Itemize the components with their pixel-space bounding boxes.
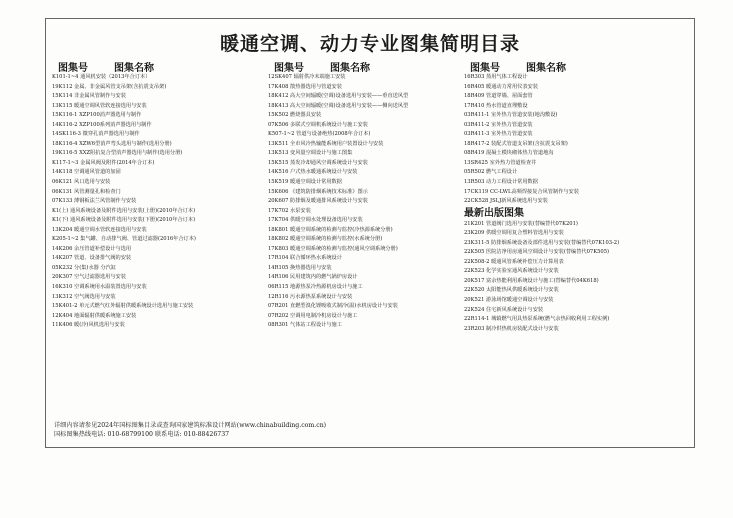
catalog-entry: 18K116-4 XZW6型消声弯头选用与制作(选用分册) bbox=[52, 140, 172, 147]
catalog-entry: 18R409 管道穿墙、屋面套管 bbox=[464, 93, 533, 100]
catalog-entry: 20K521 游泳场馆暖通空调设计与安装 bbox=[464, 297, 554, 304]
catalog-entry: 03R411-2 室外热力管道安装 bbox=[464, 121, 533, 128]
catalog-entry: 13K513 变风量空调设计与施工图集 bbox=[268, 150, 353, 157]
catalog-entry: 13R503 动力工程设计常用数据 bbox=[464, 179, 538, 186]
header-atlas-number: 图集号 bbox=[470, 63, 500, 74]
catalog-entry: 05K232 分(集)水器 分汽缸 bbox=[52, 264, 117, 271]
catalog-entry: 22K520 太阳能热风供暖系统设计与安装 bbox=[464, 287, 559, 294]
catalog-entry: 15K606 《建筑防排烟系统技术标准》图示 bbox=[268, 188, 368, 195]
catalog-entry: K507-1~2 管道与设备绝热(2008年合订本) bbox=[268, 131, 371, 138]
catalog-entry: 17R410 热水管道直埋敷设 bbox=[464, 102, 528, 109]
catalog-entry: 23K209 供暖空调用复合塑料管选用与安装 bbox=[464, 230, 564, 237]
catalog-entry: 11K406 暖(冷)风机选用与安装 bbox=[52, 322, 125, 329]
header-atlas-name: 图集名称 bbox=[114, 63, 154, 74]
catalog-entry: 23R203 制冷供热机房装配式设计与安装 bbox=[464, 325, 559, 332]
catalog-entry: 14R106 民用建筑内的燃气锅炉房设计 bbox=[268, 274, 358, 281]
catalog-entry: K117-1~3 金属风阀及附件(2014年合订本) bbox=[52, 159, 155, 166]
catalog-entry: 13K312 空气阀选用与安装 bbox=[52, 293, 116, 300]
catalog-entry: 13K115 暖通空调风管软连接选用与安装 bbox=[52, 102, 147, 109]
catalog-entry: 22R114-1 城镇燃气用具热泵系统(燃气余热回收利用工程实例) bbox=[464, 316, 610, 323]
catalog-column-1 bbox=[52, 59, 264, 331]
catalog-entry: 03R411-1 室外热力管道安装(地沟敷设) bbox=[464, 112, 558, 119]
catalog-entry: K1(上) 通风系统设备及附件选用与安装(上册)(2010年合订本) bbox=[52, 207, 196, 214]
catalog-entry: 18K413 高大空间辐暖(空调)设备选用与安装——侧向送风型 bbox=[268, 102, 409, 109]
catalog-entry: 14K206 余压管道补偿设计与选用 bbox=[52, 245, 132, 252]
footer bbox=[54, 421, 326, 439]
catalog-entry: 22K524 住宅新风系统设计与安装 bbox=[464, 306, 544, 313]
column-header bbox=[52, 59, 264, 73]
catalog-entry: 06K131 风管测量孔和检查门 bbox=[52, 188, 121, 195]
catalog-entry: 20K307 空气过滤器选用与安装 bbox=[52, 274, 126, 281]
page-title: 暖通空调、动力专业图集简明目录 bbox=[219, 33, 520, 55]
catalog-entry: 07K506 多联式空调机系统设计与施工安装 bbox=[268, 121, 368, 128]
catalog-entry: 14K516 户式热水暖通系统设计与安装 bbox=[268, 169, 358, 176]
catalog-entry: 15K515 蒸发冷却通风空调系统设计与安装 bbox=[268, 159, 368, 166]
catalog-entry: 18K802 暖通空调系统的检测与监控(水系统分册) bbox=[268, 236, 383, 243]
catalog-entry: 21K201 管道阀门选用与安装(替编替代07K201) bbox=[464, 220, 578, 227]
catalog-entry: 19K112 金属、非金属风管支吊架(含抗震支吊架) bbox=[52, 83, 167, 90]
catalog-entry: 14K207 管道、设备排气阀的安装 bbox=[52, 255, 132, 262]
catalog-entry: 07K133 薄钢板法兰风管制作与安装 bbox=[52, 198, 137, 205]
catalog-entry: 22CK528 JSLJ新风系统选用与安装 bbox=[464, 198, 548, 205]
catalog-entry: 17K408 散热器选用与管道安装 bbox=[268, 83, 342, 90]
catalog-entry: 17R104 联合循环热水系统设计 bbox=[268, 255, 342, 262]
catalog-entry: 17K704 供暖空调水处理设备选用与安装 bbox=[268, 217, 363, 224]
catalog-entry: 06K121 风口选用与安装 bbox=[52, 179, 111, 186]
catalog-entry: 15K502 燃烧器具安装 bbox=[268, 112, 322, 119]
catalog-entry: 16R303 蒸用气体工程设计 bbox=[464, 74, 528, 80]
catalog-column-3 bbox=[464, 59, 676, 334]
catalog-entry: 13K511 全市风冷热输能系统用户装置设计与安装 bbox=[268, 140, 384, 147]
catalog-entry: K101-1~4 通风机安装（2013年合订本） bbox=[52, 74, 151, 80]
catalog-entry: 03R411-3 室外热力管道安装 bbox=[464, 131, 533, 138]
footer-phone-numbers: 国标图集热线电话: 010-68799100 联系电话: 010-88426737 bbox=[54, 431, 230, 438]
header-atlas-number: 图集号 bbox=[274, 63, 304, 74]
catalog-entry: 18R417-2 装配式管道支吊架(含抗震支吊架) bbox=[464, 140, 568, 147]
catalog-entry: 18K412 高大空间辐暖(空调)设备选用与安装——垂直送风型 bbox=[268, 93, 409, 100]
new-publications-heading: 最新出版图集 bbox=[464, 207, 524, 219]
catalog-entry: 12SK407 辐射供冷末端施工安装 bbox=[268, 74, 346, 80]
catalog-entry: 14SK116-3 微穿孔消声器选用与制作 bbox=[52, 131, 140, 138]
catalog-entry: 16K310 空调系统用水温装置选用与安装 bbox=[52, 284, 147, 291]
catalog-entry: 19K116-5 XXZ阻抗复合型消声器选用与制作(选用分册) bbox=[52, 150, 183, 157]
catalog-entry: 13SR425 室外热力管道检查井 bbox=[464, 159, 537, 166]
catalog-entry: 05R502 燃气工程设计 bbox=[464, 169, 518, 176]
catalog-entry: 08R419 混凝土模块砌体热力管道地沟 bbox=[464, 150, 554, 157]
catalog-entry: 22K505 医院洁净用房通风空调设计与安装(替编替代07K505) bbox=[464, 249, 610, 256]
catalog-entry: 23K311-5 防排烟系统设备及部件选用与安装(替编替代07K103-2) bbox=[464, 239, 620, 246]
header-atlas-name: 图集名称 bbox=[330, 63, 370, 74]
catalog-entry: 15K519 暖通空调设计常用数据 bbox=[268, 179, 342, 186]
catalog-entry: 15K401-2 单元式燃气红外辐射供暖系统设计选用与施工安装 bbox=[52, 303, 194, 310]
catalog-entry: 14R105 换热器选用与安装 bbox=[268, 264, 332, 271]
column-header bbox=[464, 59, 676, 73]
catalog-entry: 12K404 地面辐射供暖系统施工安装 bbox=[52, 312, 137, 319]
catalog-frame bbox=[45, 18, 695, 448]
catalog-entry: 20K517 富余热能利用系统设计与施工(替编替代04K618) bbox=[464, 277, 599, 284]
catalog-entry: K205-1~2 集气罐、自动排气阀、管道过滤器(2016年合订本) bbox=[52, 236, 196, 243]
catalog-entry: 08R301 气体站工程设计与施工 bbox=[268, 322, 342, 329]
footer-website-note: 详细内容请参见2024年国标图集目录或查询国家建筑标准设计网站(www.chinabuilding.com.cn) bbox=[54, 422, 327, 429]
column-header bbox=[268, 59, 480, 73]
catalog-entry: 16R405 暖通动力常用仪表安装 bbox=[464, 83, 538, 90]
catalog-entry: 12R116 污水源热泵系统设计与安装 bbox=[268, 293, 353, 300]
catalog-entry: 14K118 空调通风管道的加固 bbox=[52, 169, 121, 176]
catalog-entry: 15K114 非金属风管制作与安装 bbox=[52, 93, 126, 100]
catalog-entry: 20K607 防排烟及暖通排风系统设计与安装 bbox=[268, 198, 368, 205]
catalog-entry: 15K116-1 XZP100消声器选用与制作 bbox=[52, 112, 142, 119]
catalog-entry: 13K204 暖通空调水管软连接选用与安装 bbox=[52, 226, 147, 233]
catalog-entry: 07R202 空调用电制冷机房设计与施工 bbox=[268, 312, 358, 319]
catalog-entry: 22K508-2 暖通风管系统补偿压力计算用表 bbox=[464, 258, 564, 265]
catalog-entry: K1(下) 通风系统设备及附件选用与安装(下册)(2010年合订本) bbox=[52, 217, 196, 224]
catalog-entry: 17CK119 CC-LWL高频焊接复合风管制作与安装 bbox=[464, 188, 579, 195]
catalog-entry: 17K803 暖通空调系统的检测与监控(通风空调系统分册) bbox=[268, 245, 398, 252]
catalog-entry: 07R201 直燃型溴化锂吸收式制冷(温)水机房设计与安装 bbox=[268, 303, 398, 310]
catalog-entry: 18K801 暖通空调系统的检测与监控(冷热源系统分册) bbox=[268, 226, 393, 233]
catalog-entry: 06R115 地源热泵冷热源机房设计与施工 bbox=[268, 284, 363, 291]
catalog-entry: 14K116-2 XZP100系列消声器选用与制作 bbox=[52, 121, 152, 128]
catalog-entry: 17K702 水泵安装 bbox=[268, 207, 311, 214]
catalog-entry: 22K523 化学实验室通风系统设计与安装 bbox=[464, 268, 559, 275]
catalog-column-2 bbox=[268, 59, 480, 331]
header-atlas-name: 图集名称 bbox=[526, 63, 566, 74]
header-atlas-number: 图集号 bbox=[58, 63, 88, 74]
